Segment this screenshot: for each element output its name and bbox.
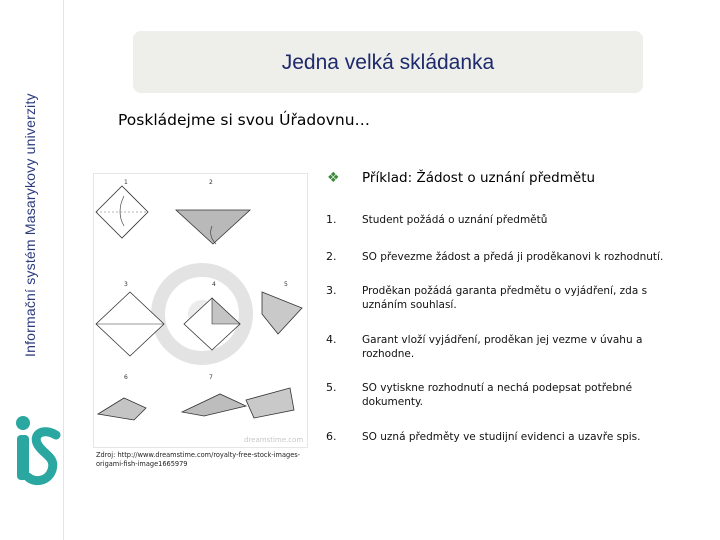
list-item [326,213,686,227]
image-source-caption: Zdroj: http://www.dreamstime.com/royalty-free-stock-images-origami-fish-image1665979 [96,451,301,468]
sidebar [0,0,64,540]
step-number: 2. [326,250,337,263]
list-item [326,250,686,264]
svg-text:7: 7 [209,374,213,381]
svg-text:1: 1 [124,179,128,186]
step-number: 5. [326,381,337,394]
list-item [326,430,686,444]
list-item [326,381,686,409]
is-logo-icon [12,405,62,490]
step-number: 1. [326,213,337,226]
subtitle: Poskládejme si svou Úřadovnu… [118,111,371,129]
step-number: 3. [326,284,337,297]
example-heading [327,170,595,186]
svg-text:4: 4 [212,281,216,288]
title-box [133,31,643,93]
example-text: Příklad: Žádost o uznání předmětu [362,170,596,186]
step-text: Student požádá o uznání předmětů [362,214,548,226]
list-item [326,333,686,361]
svg-text:6: 6 [124,374,128,381]
step-text: Garant vloží vyjádření, proděkan jej vezme v úvahu a rozhodne. [362,334,643,360]
step-text: SO převezme žádost a předá ji proděkanovi k rozhodnutí. [362,251,664,263]
svg-text:3: 3 [124,281,128,288]
sidebar-vertical-text: Informační systém Masarykovy univerzity [22,93,38,357]
step-text: SO uzná předměty ve studijní evidenci a uzavře spis. [362,431,641,443]
diamond-bullet-icon: ❖ [327,170,340,186]
page-title: Jedna velká skládanka [281,51,495,74]
svg-text:5: 5 [284,281,288,288]
svg-text:2: 2 [209,179,213,186]
step-number: 4. [326,333,337,346]
list-item [326,284,686,312]
step-text: Proděkan požádá garanta předmětu o vyjádření, zda s uznáním souhlasí. [362,285,648,311]
step-number: 6. [326,430,337,443]
watermark-text: dreamstime.com [244,436,304,444]
step-text: SO vytiskne rozhodnutí a nechá podepsat potřebné dokumenty. [362,382,633,408]
origami-fish-instructions-image [93,173,308,448]
